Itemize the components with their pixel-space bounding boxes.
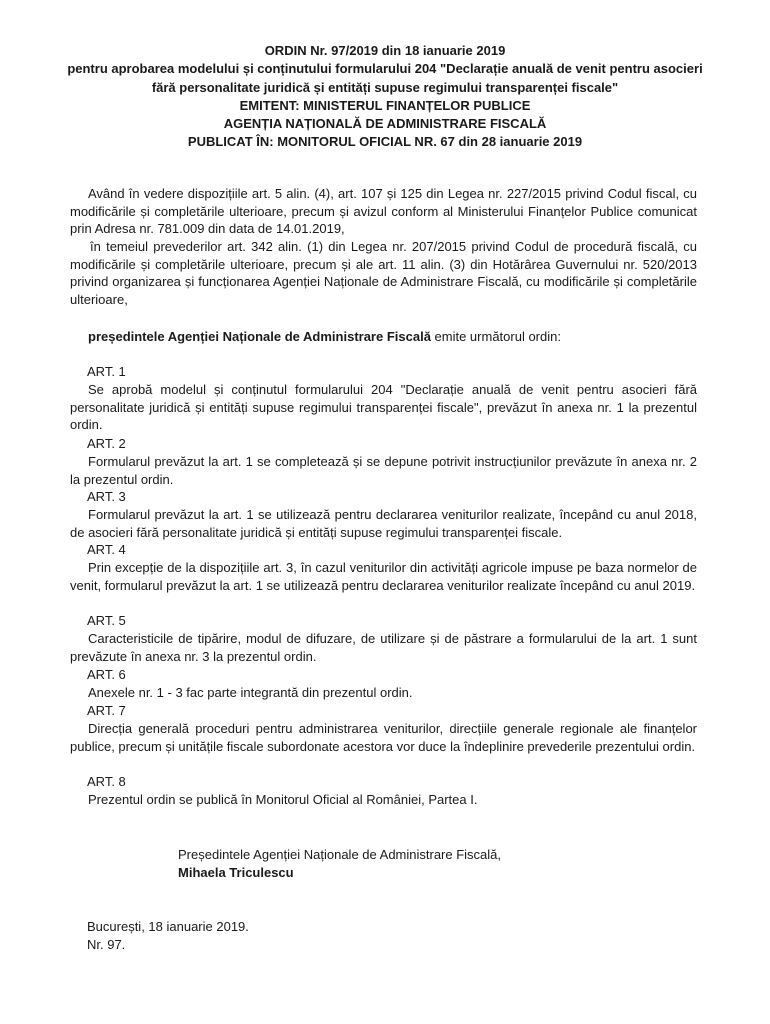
article-heading: ART. 5 <box>87 613 126 628</box>
article-heading: ART. 8 <box>87 774 126 789</box>
order-number: Nr. 97. <box>87 937 126 952</box>
document-header <box>60 42 710 152</box>
place-date: București, 18 ianuarie 2019. <box>87 919 249 934</box>
preamble-paragraph-2: în temeiul prevederilor art. 342 alin. (1) din Legea nr. 207/2015 privind Codul de procedură fiscală, cu modificările și completările ulterioare, precum și ale art. 11 alin. (3) din Hotărârea Guvernului nr. 520/2013 privind organizarea și funcționarea Agenției Naționale de Administrare Fiscală, cu modificările și completările ulterioare, <box>70 239 697 307</box>
article-text: Prin excepție de la dispozițiile art. 3, în cazul veniturilor din activități agricole impuse pe baza normelor de venit, formularul prevăzut la art. 1 se utilizează pentru declararea veniturilor realizate începând cu anul 2019. <box>70 560 697 593</box>
article-heading: ART. 7 <box>87 703 126 718</box>
issuer-ministry: EMITENT: MINISTERUL FINANȚELOR PUBLICE <box>239 97 531 113</box>
signature-name: Mihaela Triculescu <box>178 865 294 880</box>
article-text: Formularul prevăzut la art. 1 se completează și se depune potrivit instrucțiunilor prevăzute în anexa nr. 2 la prezentul ordin. <box>70 454 697 487</box>
article-heading: ART. 1 <box>87 364 126 379</box>
article-text: Caracteristicile de tipărire, modul de difuzare, de utilizare și de păstrare a formularului de la art. 1 sunt prevăzute în anexa nr. 3 la prezentul ordin. <box>70 631 697 664</box>
article-text: Prezentul ordin se publică în Monitorul Oficial al României, Partea I. <box>88 792 478 807</box>
article-heading: ART. 4 <box>87 542 126 557</box>
article-heading: ART. 2 <box>87 436 126 451</box>
order-title: ORDIN Nr. 97/2019 din 18 ianuarie 2019 <box>264 43 506 58</box>
issuer-action: emite următorul ordin: <box>430 329 561 344</box>
article-text: Se aprobă modelul și conținutul formularului 204 "Declarație anuală de venit pentru asocieri fără personalitate juridică și entități supuse regimului transparenței fiscale", prevăzut în anexa nr. 1 la prezentul ordin. <box>70 382 697 433</box>
article-text: Anexele nr. 1 - 3 fac parte integrantă din prezentul ordin. <box>88 685 413 700</box>
article-text: Direcția generală proceduri pentru administrarea veniturilor, direcțiile generale regionale ale finanțelor publice, precum și unitățile fiscale subordonate acestora vor duce la îndeplinire prevederile prezentului ordin. <box>70 721 697 754</box>
issuer-statement <box>88 328 561 346</box>
order-subject: pentru aprobarea modelului și conținutului formularului 204 "Declarație anuală de venit pentru asocieri fără personalitate juridică și entități supuse regimului transparenței fiscale" <box>67 61 703 95</box>
article-heading: ART. 6 <box>87 667 126 682</box>
issuer-agency: AGENȚIA NAȚIONALĂ DE ADMINISTRARE FISCALĂ <box>223 116 547 132</box>
article-heading: ART. 3 <box>87 489 126 504</box>
publication-info: PUBLICAT ÎN: MONITORUL OFICIAL NR. 67 din 28 ianuarie 2019 <box>187 134 583 150</box>
issuer-name: președintele Agenției Naționale de Administrare Fiscală <box>88 329 431 344</box>
article-text: Formularul prevăzut la art. 1 se utilizează pentru declararea veniturilor realizate, începând cu anul 2018, de asocieri fără personalitate juridică și entități supuse regimului transparenței fiscale. <box>70 507 697 540</box>
signature-title: Președintele Agenției Naționale de Administrare Fiscală, <box>178 847 502 862</box>
preamble-paragraph-1: Având în vedere dispozițiile art. 5 alin. (4), art. 107 și 125 din Legea nr. 227/2015 privind Codul fiscal, cu modificările și completările ulterioare, precum și avizul conform al Ministerului Finanțelor Publice comunicat prin Adresa nr. 781.009 din data de 14.01.2019, <box>70 186 697 237</box>
